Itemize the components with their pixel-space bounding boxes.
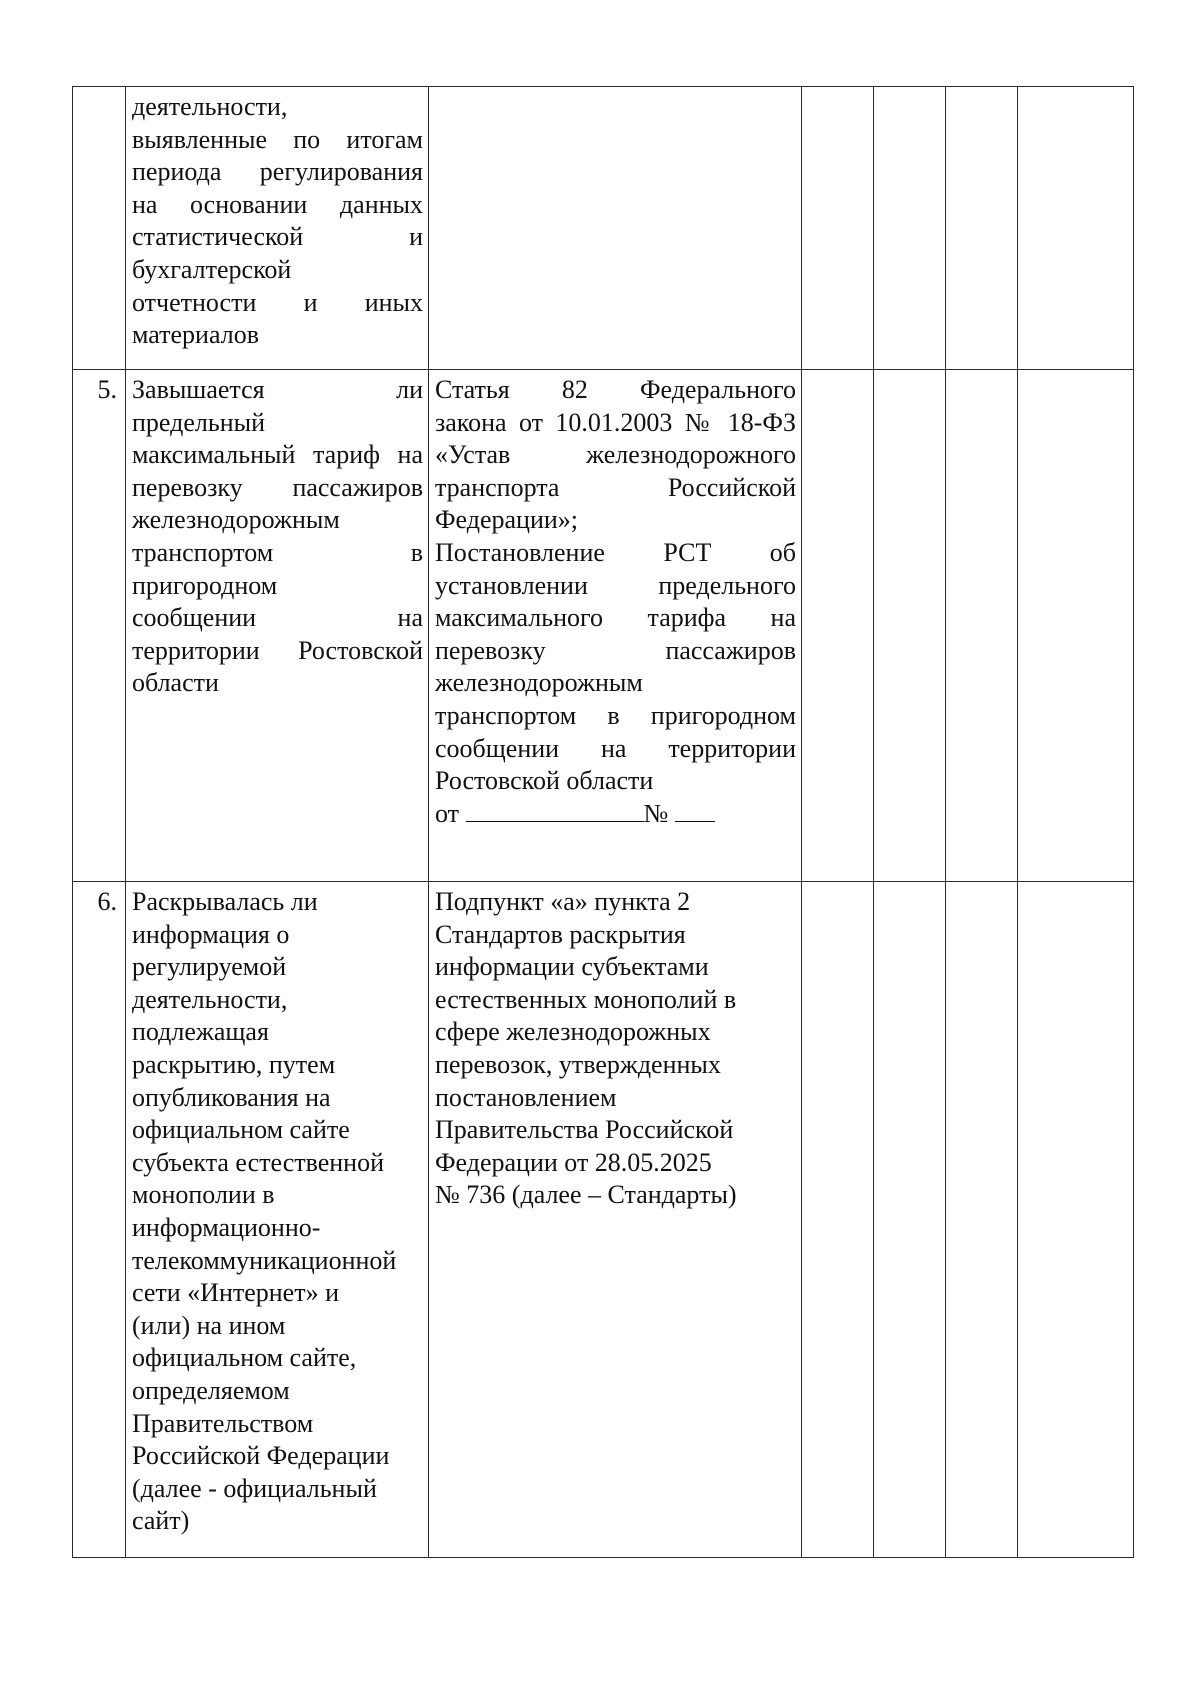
- question-line: определяемом: [132, 1375, 290, 1405]
- question-line: сообщении на: [132, 603, 423, 633]
- table-row-5: [73, 370, 1134, 882]
- requirement-cell: [429, 87, 802, 370]
- requirement-cell: [429, 882, 802, 1558]
- answer-na-cell: [946, 882, 1018, 1558]
- question-line: деятельности,: [132, 92, 288, 121]
- question-line: официальном сайте,: [132, 1343, 357, 1373]
- requirement-line: № 736 (далее – Стандарты): [435, 1180, 737, 1210]
- question-cell: [126, 87, 429, 370]
- question-line: материалов: [132, 320, 259, 350]
- question-line: регулируемой: [132, 952, 287, 982]
- requirement-line: установлении предельного: [435, 570, 796, 600]
- question-line: информация о: [132, 919, 290, 949]
- number-blank: [675, 799, 715, 822]
- date-blank: [466, 799, 644, 822]
- requirement-line: Стандартов раскрытия: [435, 919, 686, 949]
- question-line: Правительством: [132, 1408, 314, 1438]
- requirement-line: постановлением: [435, 1082, 617, 1112]
- requirement-line: сообщении на территории: [435, 733, 796, 763]
- question-line: Раскрывалась ли: [132, 887, 318, 916]
- requirement-date-line: [435, 798, 796, 831]
- requirement-line: информации субъектами: [435, 952, 709, 982]
- question-line: области: [132, 668, 219, 698]
- question-line: (далее - официальный: [132, 1473, 377, 1503]
- requirement-line: Ростовской области: [435, 766, 654, 796]
- note-cell: [1018, 882, 1134, 1558]
- answer-yes-cell: [802, 370, 874, 882]
- question-line: Завышается ли: [132, 375, 423, 404]
- question-line: информационно-: [132, 1212, 321, 1242]
- question-line: на основании данных: [132, 189, 423, 219]
- requirement-line: транспорта Российской: [435, 472, 796, 502]
- question-line: железнодорожным: [132, 505, 340, 535]
- requirement-cell: [429, 370, 802, 882]
- question-cell: [126, 370, 429, 882]
- requirement-line: транспортом в пригородном: [435, 700, 796, 730]
- number-sign: №: [643, 798, 669, 828]
- answer-no-cell: [874, 87, 946, 370]
- requirement-line: Правительства Российской: [435, 1115, 734, 1145]
- question-line: деятельности,: [132, 984, 288, 1014]
- question-line: максимальный тариф на: [132, 440, 423, 470]
- requirement-line: Подпункт «а» пункта 2: [435, 887, 691, 916]
- answer-yes-cell: [802, 87, 874, 370]
- row-number: 5.: [73, 370, 126, 882]
- answer-yes-cell: [802, 882, 874, 1558]
- question-line: перевозку пассажиров: [132, 472, 423, 502]
- requirement-line: сфере железнодорожных: [435, 1017, 711, 1047]
- requirement-line: «Устав железнодорожного: [435, 440, 796, 470]
- question-line: транспортом в: [132, 537, 423, 567]
- answer-na-cell: [946, 370, 1018, 882]
- question-line: официальном сайте: [132, 1115, 350, 1145]
- requirement-line: Постановление РСТ об: [435, 537, 796, 567]
- checklist-table: [72, 86, 1134, 1558]
- answer-no-cell: [874, 370, 946, 882]
- requirement-line: естественных монополий в: [435, 984, 737, 1014]
- question-line: предельный: [132, 407, 266, 437]
- question-line: монополии в: [132, 1180, 275, 1210]
- question-line: опубликования на: [132, 1082, 331, 1112]
- question-cell: [126, 882, 429, 1558]
- question-line: (или) на ином: [132, 1310, 286, 1340]
- question-line: территории Ростовской: [132, 635, 423, 665]
- question-line: статистической и: [132, 222, 423, 252]
- note-cell: [1018, 87, 1134, 370]
- table-row-6: [73, 882, 1134, 1558]
- question-line: Российской Федерации: [132, 1441, 390, 1471]
- requirement-date-prefix: от: [435, 798, 460, 828]
- question-line: пригородном: [132, 570, 278, 600]
- question-line: бухгалтерской: [132, 254, 292, 284]
- answer-na-cell: [946, 87, 1018, 370]
- row-number: 6.: [73, 882, 126, 1558]
- question-line: выявленные по итогам: [132, 124, 423, 154]
- question-line: сети «Интернет» и: [132, 1278, 339, 1308]
- requirement-line: закона от 10.01.2003 № 18-ФЗ: [435, 407, 796, 437]
- requirement-line: Федерации»;: [435, 505, 579, 535]
- question-line: периода регулирования: [132, 157, 423, 187]
- row-number-cell: [73, 87, 126, 370]
- requirement-line: перевозок, утвержденных: [435, 1049, 721, 1079]
- answer-no-cell: [874, 882, 946, 1558]
- requirement-line: Статья 82 Федерального: [435, 375, 796, 404]
- note-cell: [1018, 370, 1134, 882]
- question-line: сайт): [132, 1506, 190, 1536]
- question-line: подлежащая: [132, 1017, 269, 1047]
- table-row-continued: [73, 87, 1134, 370]
- requirement-line: железнодорожным: [435, 668, 643, 698]
- requirement-line: максимального тарифа на: [435, 603, 796, 633]
- question-line: телекоммуникационной: [132, 1245, 397, 1275]
- requirement-line: перевозку пассажиров: [435, 635, 796, 665]
- question-line: раскрытию, путем: [132, 1049, 336, 1079]
- question-line: отчетности и иных: [132, 287, 423, 317]
- question-line: субъекта естественной: [132, 1147, 385, 1177]
- requirement-line: Федерации от 28.05.2025: [435, 1147, 712, 1177]
